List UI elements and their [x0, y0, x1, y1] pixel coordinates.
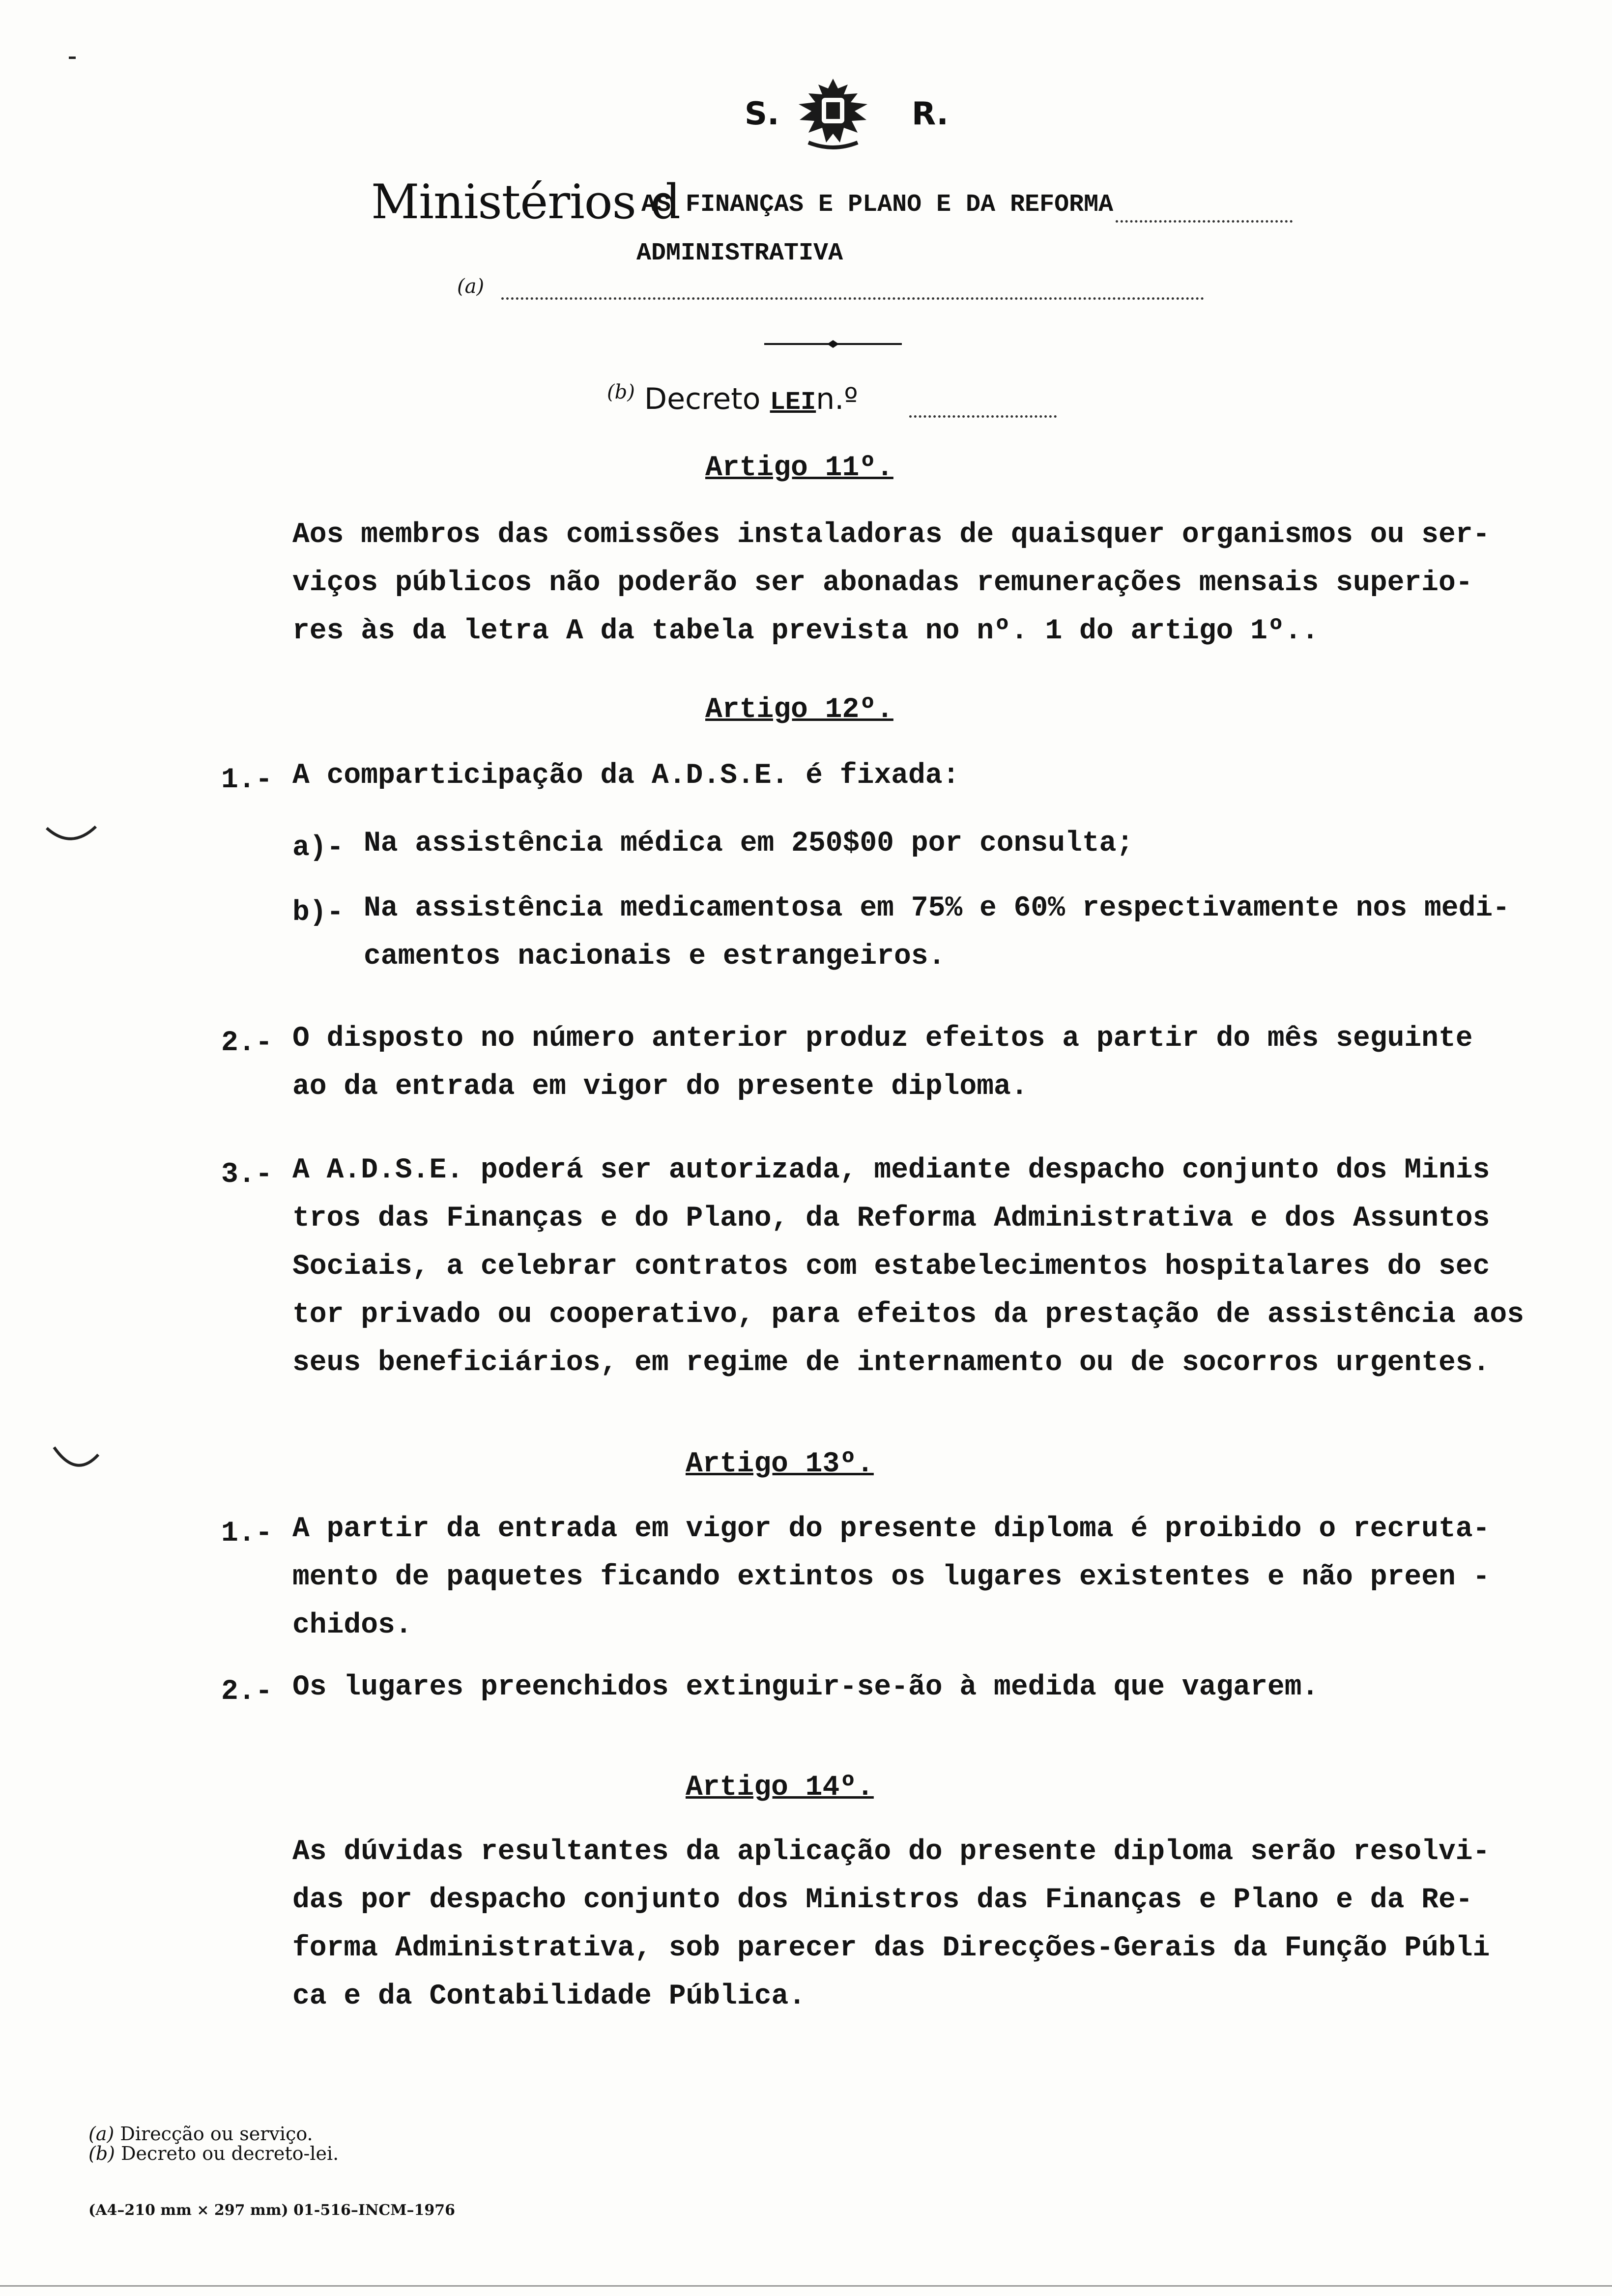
text-line: tros das Finanças e do Plano, da Reforma Administrativa e dos Assuntos: [292, 1203, 1490, 1234]
coat-of-arms-emblem: [789, 74, 877, 152]
header-r: R.: [912, 96, 949, 132]
fill-line: [1116, 220, 1293, 223]
scan-edge: [0, 2285, 1612, 2287]
text-line: mento de paquetes ficando extintos os lugares existentes e não preen -: [292, 1561, 1490, 1593]
item-number: 1.-: [221, 764, 273, 796]
article-12-item-3: [292, 1147, 1524, 1387]
article-12-item-b: [364, 885, 1510, 981]
scan-mark: [69, 57, 76, 59]
item-letter: b)-: [292, 897, 344, 929]
footnote-b: [88, 2143, 339, 2164]
text-line: forma Administrativa, sob parecer das Direcções-Gerais da Função Públi: [292, 1932, 1490, 1964]
article-11-text: [292, 511, 1490, 656]
fill-line: [909, 415, 1057, 418]
item-number: 2.-: [221, 1676, 273, 1708]
footnote-a: [88, 2123, 313, 2145]
text-line: A A.D.S.E. poderá ser autorizada, mediante despacho conjunto dos Minis: [292, 1154, 1490, 1186]
text-line: As dúvidas resultantes da aplicação do presente diploma serão resolvi-: [292, 1836, 1490, 1868]
text-line: Aos membros das comissões instaladoras de quaisquer organismos ou ser-: [292, 519, 1490, 551]
item-number: 1.-: [221, 1518, 273, 1550]
text-line: Na assistência medicamentosa em 75% e 60% respectivamente nos medi-: [364, 892, 1510, 924]
text-line: tor privado ou cooperativo, para efeitos da prestação de assistência aos: [292, 1299, 1525, 1331]
ministry-name-line1: AS FINANÇAS E PLANO E DA REFORMA: [641, 191, 1114, 219]
article-12-item-2: [292, 1015, 1473, 1111]
handwritten-mark: [44, 821, 98, 845]
text-line: Na assistência médica em 250$00 por consulta;: [364, 828, 1134, 860]
footnote-text: Direcção ou serviço.: [120, 2123, 313, 2145]
divider-ornament: [764, 339, 902, 349]
decree-line: [607, 381, 858, 417]
item-letter: a)-: [292, 832, 344, 864]
article-11-title: Artigo 11º.: [705, 452, 893, 484]
form-code: (A4–210 mm × 297 mm) 01-516–INCM–1976: [88, 2202, 455, 2219]
item-number: 2.-: [221, 1027, 273, 1059]
article-14-text: [292, 1828, 1490, 2021]
label-b: (b): [607, 381, 635, 403]
ministry-prefix: Ministérios d: [371, 174, 680, 230]
text-line: A comparticipação da A.D.S.E. é fixada:: [292, 760, 960, 792]
text-line: O disposto no número anterior produz efeitos a partir do mês seguinte: [292, 1023, 1473, 1055]
footnote-key: (b): [88, 2143, 115, 2164]
footnote-text: Decreto ou decreto-lei.: [121, 2143, 339, 2164]
text-line: ao da entrada em vigor do presente diploma.: [292, 1071, 1028, 1103]
text-line: chidos.: [292, 1609, 412, 1641]
text-line: ca e da Contabilidade Pública.: [292, 1980, 806, 2012]
decree-type: LEI: [770, 388, 816, 417]
text-line: Sociais, a celebrar contratos com estabelecimentos hospitalares do sec: [292, 1251, 1490, 1283]
article-12-item-a: [364, 820, 1133, 868]
article-13-item-1: [292, 1505, 1490, 1650]
text-line: Os lugares preenchidos extinguir-se-ão à medida que vagarem.: [292, 1671, 1319, 1703]
footnote-key: (a): [88, 2123, 115, 2145]
header-s: S.: [745, 96, 779, 132]
item-number: 3.-: [221, 1159, 273, 1191]
article-12-item-1: [292, 752, 959, 800]
text-line: das por despacho conjunto dos Ministros das Finanças e Plano e da Re-: [292, 1884, 1473, 1916]
article-14-title: Artigo 14º.: [686, 1772, 874, 1804]
label-a: (a): [457, 275, 485, 298]
fill-line: [501, 297, 1204, 300]
handwritten-mark: [52, 1445, 101, 1474]
article-13-item-2: [292, 1664, 1319, 1712]
article-12-title: Artigo 12º.: [705, 694, 893, 726]
ministry-name-line2: ADMINISTRATIVA: [636, 239, 843, 267]
text-line: camentos nacionais e estrangeiros.: [364, 941, 946, 973]
text-line: res às da letra A da tabela prevista no nº. 1 do artigo 1º..: [292, 615, 1319, 647]
text-line: viços públicos não poderão ser abonadas remunerações mensais superio-: [292, 567, 1473, 599]
text-line: A partir da entrada em vigor do presente diploma é proibido o recruta-: [292, 1513, 1490, 1545]
article-13-title: Artigo 13º.: [686, 1448, 874, 1480]
text-line: seus beneficiários, em regime de internamento ou de socorros urgentes.: [292, 1347, 1490, 1379]
decree-word: Decreto: [644, 382, 761, 416]
decree-number-label: n.º: [816, 382, 858, 416]
